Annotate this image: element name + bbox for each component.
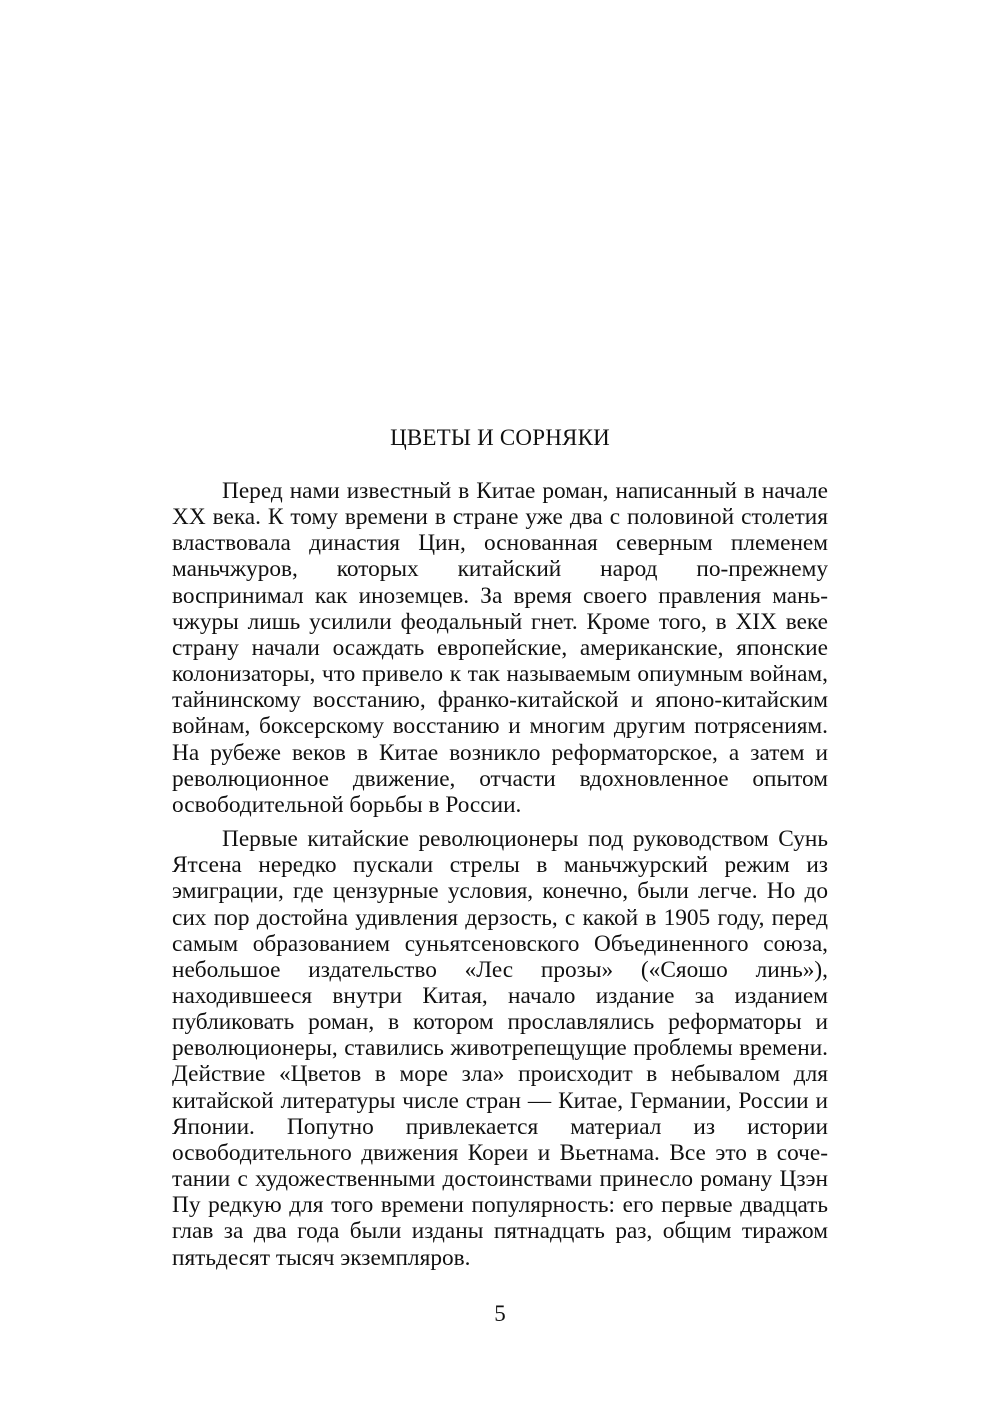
chapter-body: [172, 478, 828, 1271]
paragraph-2: Первые китайские революционеры под руководством Сунь Ятсена нередко пускали стрелы в маньчжурский режим из эмиграции, где цензурные условия, конечно, были легче. Но до сих пор достойна удивления дерзость, с какой в 1905 году, перед самым образованием суньятсеновского Объединенного союза, небольшое издательство «Лес прозы» («Сяошо линь»), находившееся внутри Китая, начало издание за изданием публиковать роман, в котором прославлялись реформаторы и революционеры, ставились животрепещущие проблемы времени. Действие «Цветов в море зла» происходит в небывалом для китайской литературы числе стран — Китае, Германии, России и Японии. Попутно привлекается материал из истории освободительного движения Кореи и Вьетнама. Все это в сочетании с художественными достоинствами принесло роману Цзэн Пу редкую для того времени популярность: его первые двадцать глав за два года были изданы пятнадцать раз, общим тиражом пятьдесят тысяч экземпляров.: [172, 826, 828, 1271]
chapter-title: ЦВЕТЫ И СОРНЯКИ: [390, 425, 610, 450]
page-number: 5: [494, 1301, 506, 1326]
paragraph-1: Перед нами известный в Китае роман, написанный в начале XX века. К тому времени в стране уже два с половиной столетия властвовала династия Цин, основанная северным племенем маньчжуров, которых китайский народ по-прежнему воспринимал как иноземцев. За время своего правления маньчжуры лишь усилили феодальный гнет. Кроме того, в XIX веке страну начали осаждать европейские, американские, японские колонизаторы, что привело к так называемым опиумным войнам, тайнинскому восстанию, франко-китайской и японо-китайским войнам, боксерскому восстанию и многим другим потрясениям. На рубеже веков в Китае возникло реформаторское, а затем и революционное движение, отчасти вдохновленное опытом освободительной борьбы в России.: [172, 478, 828, 818]
